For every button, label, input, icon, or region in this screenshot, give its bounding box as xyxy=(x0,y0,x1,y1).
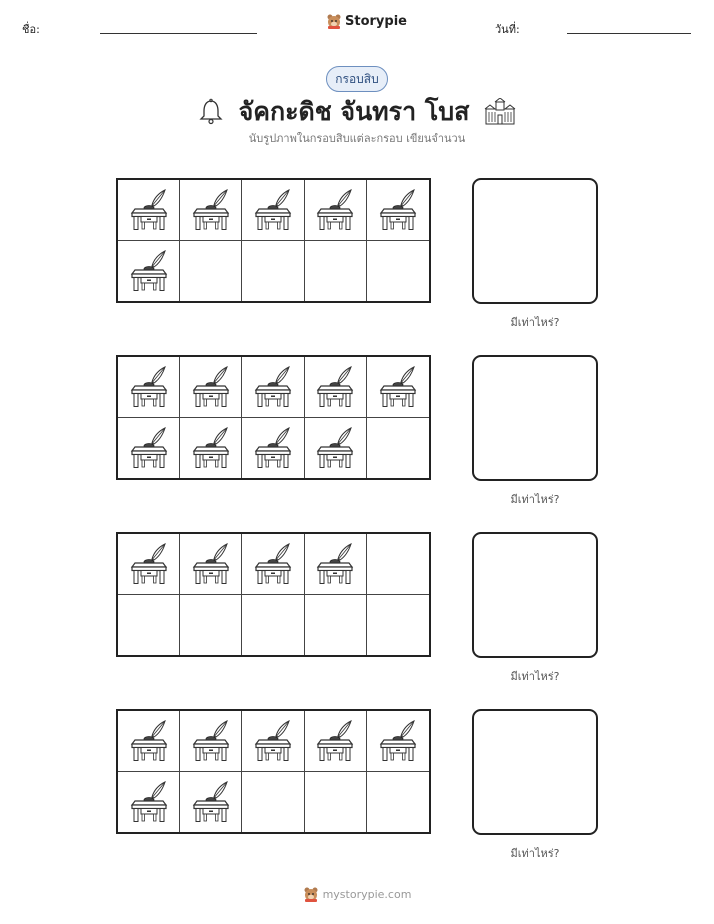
frame-cell xyxy=(180,595,242,656)
instructions: นับรูปภาพในกรอบสิบแต่ละกรอบ เขียนจำนวน xyxy=(248,132,466,145)
desk-with-quill-icon xyxy=(253,366,293,408)
frame-cell xyxy=(180,418,242,479)
desk-with-quill-icon xyxy=(191,781,231,823)
desk-with-quill-icon xyxy=(253,720,293,762)
desk-with-quill-icon xyxy=(315,543,355,585)
frame-cell xyxy=(367,595,429,656)
frame-cell xyxy=(305,241,367,302)
frame-cell xyxy=(242,595,304,656)
desk-with-quill-icon xyxy=(191,189,231,231)
topic-badge: กรอบสิบ xyxy=(326,66,388,92)
desk-with-quill-icon xyxy=(129,250,169,292)
date-field[interactable] xyxy=(567,33,691,34)
frame-cell xyxy=(242,241,304,302)
footer xyxy=(0,886,714,902)
desk-with-quill-icon xyxy=(253,427,293,469)
frame-cell xyxy=(118,418,180,479)
ten-frame xyxy=(116,532,431,657)
frame-cell xyxy=(118,180,180,241)
name-field[interactable] xyxy=(100,33,257,34)
frame-cell xyxy=(367,418,429,479)
frame-cell xyxy=(305,711,367,772)
desk-with-quill-icon xyxy=(129,543,169,585)
frame-cell xyxy=(180,241,242,302)
desk-with-quill-icon xyxy=(191,366,231,408)
frame-cell xyxy=(242,534,304,595)
frame-cell xyxy=(367,357,429,418)
desk-with-quill-icon xyxy=(191,543,231,585)
answer-box[interactable] xyxy=(472,709,598,835)
frame-cell xyxy=(242,772,304,833)
frame-cell xyxy=(118,595,180,656)
frame-cell xyxy=(305,357,367,418)
frame-cell xyxy=(367,180,429,241)
frame-cell xyxy=(118,534,180,595)
bear-mascot-icon xyxy=(303,886,319,902)
answer-box[interactable] xyxy=(472,532,598,658)
ten-frame xyxy=(116,709,431,834)
desk-with-quill-icon xyxy=(378,366,418,408)
answer-box[interactable] xyxy=(472,178,598,304)
frame-cell xyxy=(118,357,180,418)
desk-with-quill-icon xyxy=(315,366,355,408)
answer-box[interactable] xyxy=(472,355,598,481)
desk-with-quill-icon xyxy=(129,189,169,231)
desk-with-quill-icon xyxy=(253,543,293,585)
bear-mascot-icon xyxy=(326,13,342,29)
question-label: มีเท่าไหร่? xyxy=(510,316,560,329)
frame-cell xyxy=(305,595,367,656)
desk-with-quill-icon xyxy=(129,366,169,408)
frame-cell xyxy=(242,418,304,479)
frame-cell xyxy=(242,357,304,418)
desk-with-quill-icon xyxy=(315,720,355,762)
brand-name: Storypie xyxy=(345,13,407,29)
question-label: มีเท่าไหร่? xyxy=(510,847,560,860)
frame-cell xyxy=(180,534,242,595)
desk-with-quill-icon xyxy=(315,427,355,469)
desk-with-quill-icon xyxy=(253,189,293,231)
desk-with-quill-icon xyxy=(191,427,231,469)
frame-cell xyxy=(118,711,180,772)
date-label: วันที่: xyxy=(495,23,520,36)
frame-cell xyxy=(118,241,180,302)
frame-cell xyxy=(242,711,304,772)
frame-cell xyxy=(367,534,429,595)
ten-frame xyxy=(116,178,431,303)
brand-logo xyxy=(326,13,407,29)
frame-cell xyxy=(180,711,242,772)
desk-with-quill-icon xyxy=(129,427,169,469)
desk-with-quill-icon xyxy=(378,720,418,762)
frame-cell xyxy=(367,241,429,302)
frame-cell xyxy=(180,772,242,833)
desk-with-quill-icon xyxy=(191,720,231,762)
name-label: ชื่อ: xyxy=(22,23,40,36)
palace-building-icon xyxy=(483,98,517,126)
desk-with-quill-icon xyxy=(315,189,355,231)
footer-url: mystorypie.com xyxy=(322,887,412,901)
frame-cell xyxy=(118,772,180,833)
frame-cell xyxy=(180,180,242,241)
desk-with-quill-icon xyxy=(129,720,169,762)
question-label: มีเท่าไหร่? xyxy=(510,493,560,506)
frame-cell xyxy=(305,772,367,833)
desk-with-quill-icon xyxy=(129,781,169,823)
page-title: จัคกะดิช จันทรา โบส xyxy=(238,97,470,126)
frame-cell xyxy=(305,534,367,595)
desk-with-quill-icon xyxy=(378,189,418,231)
frame-cell xyxy=(180,357,242,418)
frame-cell xyxy=(367,711,429,772)
bell-icon xyxy=(197,98,225,126)
ten-frame xyxy=(116,355,431,480)
question-label: มีเท่าไหร่? xyxy=(510,670,560,683)
frame-cell xyxy=(305,418,367,479)
frame-cell xyxy=(305,180,367,241)
frame-cell xyxy=(242,180,304,241)
frame-cell xyxy=(367,772,429,833)
